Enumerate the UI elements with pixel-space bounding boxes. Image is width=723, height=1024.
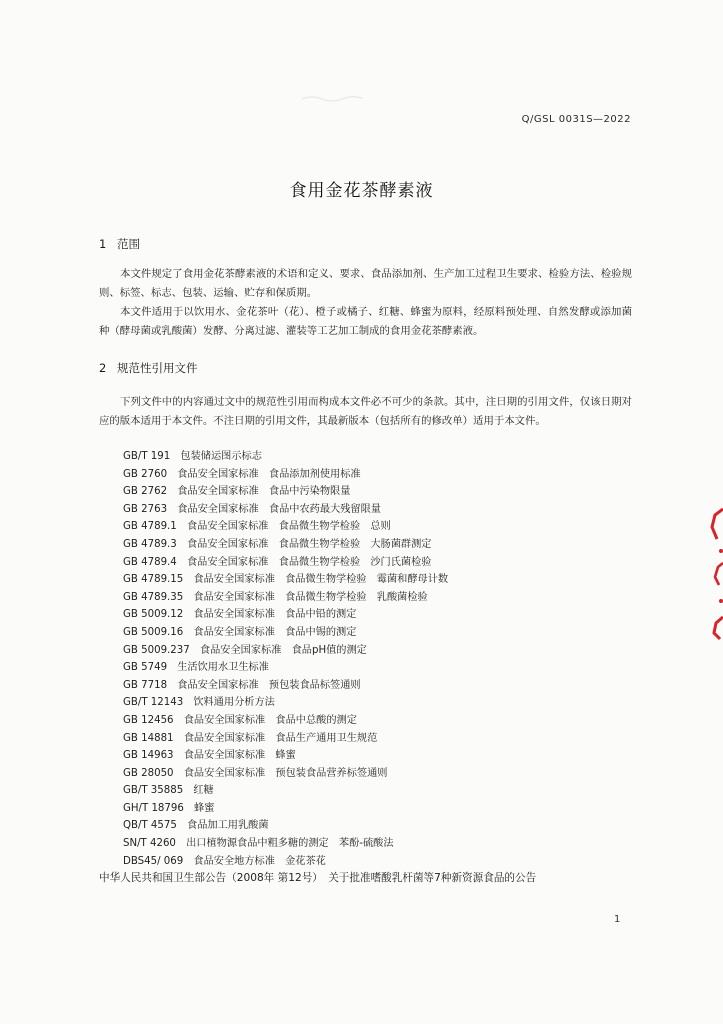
reference-item: GB 14963 食品安全国家标准 蜂蜜 [123, 750, 296, 762]
reference-item: GB 4789.1 食品安全国家标准 食品微生物学检验 总则 [123, 521, 391, 533]
reference-item: GB 2763 食品安全国家标准 食品中农药最大残留限量 [123, 503, 381, 515]
reference-item: GB/T 12143 饮料通用分析方法 [123, 697, 275, 709]
reference-item: GB 28050 食品安全国家标准 预包装食品营养标签通则 [123, 767, 388, 779]
reference-item: DBS45/ 069 食品安全地方标准 金花茶花 [123, 855, 326, 867]
reference-item: GB 12456 食品安全国家标准 食品中总酸的测定 [123, 714, 357, 726]
red-seal-stamp-edge [709, 505, 723, 643]
scope-paragraph-2: 本文件适用于以饮用水、金花茶叶（花）、橙子或橘子、红糖、蜂蜜为原料，经原料预处理、自然发酵或添加菌种（酵母菌或乳酸菌）发酵、分离过滤、灌装等工艺加工制成的食用金花茶酵素液。 [99, 306, 632, 337]
reference-item: GB 14881 食品安全国家标准 食品生产通用卫生规范 [123, 732, 378, 744]
section-heading-scope [99, 236, 140, 252]
section-title: 范围 [117, 237, 140, 251]
reference-item: GB 5749 生活饮用水卫生标准 [123, 662, 269, 674]
reference-item: 中华人民共和国卫生部公告（2008年 第12号） 关于批准嗜酸乳杆菌等7种新资源食品的公告 [99, 872, 537, 885]
scope-paragraph-1: 本文件规定了食用金花茶酵素液的术语和定义、要求、食品添加剂、生产加工过程卫生要求、检验方法、检验规则、标签、标志、包装、运输、贮存和保质期。 [99, 268, 632, 299]
document-title: 食用金花茶酵素液 [289, 181, 434, 201]
reference-item: GB 7718 食品安全国家标准 预包装食品标签通则 [123, 679, 361, 691]
reference-item: GB 5009.16 食品安全国家标准 食品中锡的测定 [123, 626, 357, 638]
reference-item: GB 5009.237 食品安全国家标准 食品pH值的测定 [123, 644, 367, 656]
reference-item: GB 5009.12 食品安全国家标准 食品中铅的测定 [123, 609, 357, 621]
reference-item: GB 2762 食品安全国家标准 食品中污染物限量 [123, 486, 351, 498]
reference-item: GB 4789.3 食品安全国家标准 食品微生物学检验 大肠菌群测定 [123, 538, 432, 550]
faint-scan-mark [300, 93, 370, 103]
reference-item: QB/T 4575 食品加工用乳酸菌 [123, 820, 269, 832]
reference-item: GB/T 191 包装储运图示标志 [123, 451, 262, 462]
section-title: 规范性引用文件 [117, 361, 198, 375]
reference-item: GB 4789.4 食品安全国家标准 食品微生物学检验 沙门氏菌检验 [123, 556, 432, 568]
reference-item: GH/T 18796 蜂蜜 [123, 802, 215, 814]
reference-list [99, 448, 537, 888]
references-intro-paragraph: 下列文件中的内容通过文中的规范性引用而构成本文件必不可少的条款。其中，注日期的引用文件，仅该日期对应的版本适用于本文件。不注日期的引用文件，其最新版本（包括所有的修改单）适用于本文件。 [99, 396, 632, 427]
reference-item: GB/T 35885 红糖 [123, 785, 214, 797]
section-heading-normative-references [99, 360, 198, 376]
section-number: 1 [99, 237, 107, 251]
page-number: 1 [614, 914, 621, 925]
reference-item: SN/T 4260 出口植物源食品中粗多糖的测定 苯酚-硫酸法 [123, 838, 394, 850]
document-code: Q/GSL 0031S—2022 [521, 114, 631, 125]
reference-item: GB 4789.35 食品安全国家标准 食品微生物学检验 乳酸菌检验 [123, 591, 428, 603]
reference-item: GB 4789.15 食品安全国家标准 食品微生物学检验 霉菌和酵母计数 [123, 574, 449, 586]
reference-item: GB 2760 食品安全国家标准 食品添加剂使用标准 [123, 468, 361, 480]
section-number: 2 [99, 361, 107, 375]
